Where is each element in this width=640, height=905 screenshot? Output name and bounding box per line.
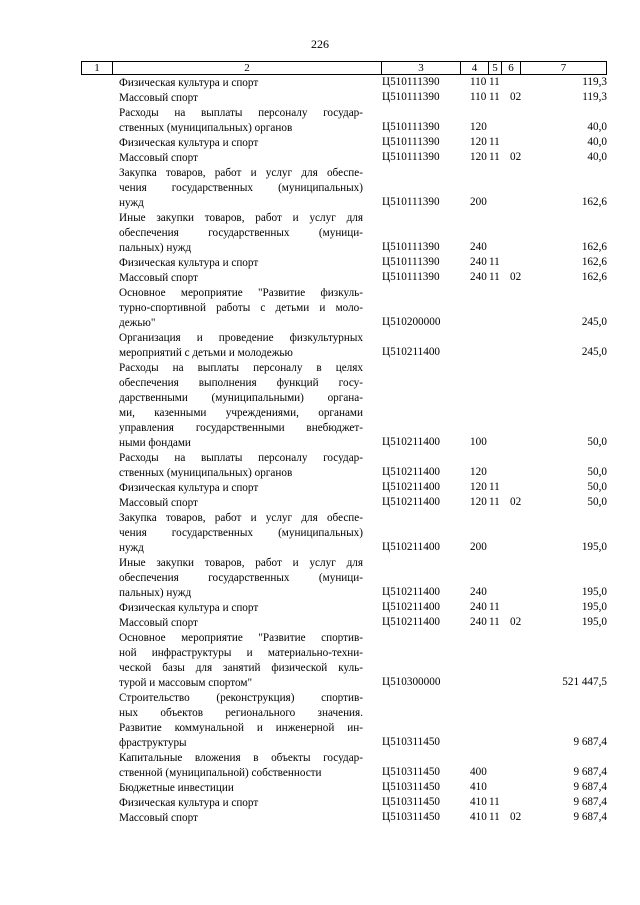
- row-description: [119, 256, 363, 271]
- description-line: Иные закупки товаров, работ и услуг для: [119, 212, 363, 224]
- description-line: обеспечения государственных (муници-: [119, 227, 363, 239]
- expense-type: 120: [470, 121, 487, 133]
- description-line: Расходы на выплаты персоналу государ-: [119, 107, 363, 119]
- row-description: [119, 556, 363, 601]
- amount: 9 687,4: [573, 781, 607, 793]
- table-row: [0, 556, 640, 601]
- section-code: 11: [489, 796, 500, 808]
- description-line: Расходы на выплаты персоналу государ-: [119, 452, 363, 464]
- table-row: [0, 151, 640, 166]
- subsection-code: 02: [510, 616, 522, 628]
- row-description: [119, 136, 363, 151]
- description-line: Закупка товаров, работ и услуг для обеспе-: [119, 167, 363, 179]
- row-description: [119, 631, 363, 691]
- description-line: Основное мероприятие "Развитие физкуль-: [119, 287, 363, 299]
- target-code: Ц510211400: [382, 346, 441, 358]
- amount: 40,0: [587, 121, 607, 133]
- table-row: [0, 256, 640, 271]
- description-line: нужд: [119, 197, 144, 209]
- table-row: [0, 796, 640, 811]
- expense-type: 100: [470, 436, 487, 448]
- description-line: турно-спортивной работы с детьми и моло-: [119, 302, 363, 314]
- description-line: Расходы на выплаты персоналу в целях: [119, 362, 363, 374]
- target-code: Ц510111390: [382, 256, 440, 268]
- column-header-1: 1: [82, 62, 113, 74]
- description-line: фраструктуры: [119, 737, 187, 749]
- description-line: Массовый спорт: [119, 272, 198, 284]
- section-code: 11: [489, 256, 500, 268]
- description-line: пальных) нужд: [119, 242, 192, 254]
- amount: 50,0: [587, 436, 607, 448]
- description-line: обеспечения выполнения функций госу-: [119, 377, 363, 389]
- table-body: [0, 76, 640, 826]
- description-line: ственных (муниципальных) органов: [119, 122, 293, 134]
- page-number: 226: [311, 37, 329, 51]
- amount: 195,0: [581, 601, 607, 613]
- target-code: Ц510211400: [382, 496, 441, 508]
- target-code: Ц510211400: [382, 586, 441, 598]
- expense-type: 120: [470, 481, 487, 493]
- amount: 9 687,4: [573, 766, 607, 778]
- expense-type: 240: [470, 256, 487, 268]
- row-description: [119, 451, 363, 481]
- amount: 119,3: [582, 76, 607, 88]
- description-line: ческой базы для занятий физической куль-: [119, 662, 363, 674]
- target-code: Ц510311450: [382, 781, 441, 793]
- description-line: Развитие коммунальной и инженерной ин-: [119, 722, 363, 734]
- target-code: Ц510211400: [382, 601, 441, 613]
- amount: 9 687,4: [573, 811, 607, 823]
- description-line: чения государственных (муниципальных): [119, 527, 363, 539]
- target-code: Ц510311450: [382, 766, 441, 778]
- description-line: Массовый спорт: [119, 812, 198, 824]
- amount: 245,0: [581, 346, 607, 358]
- amount: 521 447,5: [562, 676, 607, 688]
- section-code: 11: [489, 91, 500, 103]
- table-row: [0, 166, 640, 211]
- table-row: [0, 631, 640, 691]
- amount: 195,0: [581, 541, 607, 553]
- amount: 162,6: [581, 271, 607, 283]
- description-line: обеспечения государственных (муници-: [119, 572, 363, 584]
- amount: 40,0: [587, 136, 607, 148]
- description-line: Массовый спорт: [119, 152, 198, 164]
- row-description: [119, 796, 363, 811]
- target-code: Ц510111390: [382, 121, 440, 133]
- target-code: Ц510111390: [382, 241, 440, 253]
- amount: 50,0: [587, 481, 607, 493]
- target-code: Ц510211400: [382, 616, 441, 628]
- table-row: [0, 76, 640, 91]
- description-line: Физическая культура и спорт: [119, 77, 259, 89]
- table-row: [0, 361, 640, 451]
- section-code: 11: [489, 151, 500, 163]
- target-code: Ц510111390: [382, 271, 440, 283]
- description-line: дежью": [119, 317, 156, 329]
- section-code: 11: [489, 811, 500, 823]
- row-description: [119, 106, 363, 136]
- target-code: Ц510211400: [382, 466, 441, 478]
- section-code: 11: [489, 271, 500, 283]
- expense-type: 110: [470, 76, 487, 88]
- description-line: Капитальные вложения в объекты государ-: [119, 752, 363, 764]
- column-header-4: 4: [461, 62, 489, 74]
- expense-type: 120: [470, 466, 487, 478]
- description-line: Организация и проведение физкультурных: [119, 332, 363, 344]
- row-description: [119, 811, 363, 826]
- column-header-7: 7: [521, 62, 607, 74]
- expense-type: 240: [470, 271, 487, 283]
- target-code: Ц510111390: [382, 76, 440, 88]
- row-description: [119, 331, 363, 361]
- description-line: ной инфраструктуры и материально-техни-: [119, 647, 363, 659]
- description-line: Физическая культура и спорт: [119, 482, 259, 494]
- amount: 245,0: [581, 316, 607, 328]
- expense-type: 240: [470, 616, 487, 628]
- target-code: Ц510200000: [382, 316, 441, 328]
- expense-type: 120: [470, 136, 487, 148]
- table-row: [0, 286, 640, 331]
- description-line: чения государственных (муниципальных): [119, 182, 363, 194]
- description-line: Массовый спорт: [119, 617, 198, 629]
- table-row: [0, 781, 640, 796]
- row-description: [119, 271, 363, 286]
- description-line: мероприятий с детьми и молодежью: [119, 347, 293, 359]
- expense-type: 200: [470, 196, 487, 208]
- expense-type: 120: [470, 151, 487, 163]
- table-row: [0, 91, 640, 106]
- row-description: [119, 151, 363, 166]
- description-line: ными фондами: [119, 437, 191, 449]
- amount: 40,0: [587, 151, 607, 163]
- row-description: [119, 361, 363, 451]
- description-line: Физическая культура и спорт: [119, 797, 259, 809]
- description-line: Физическая культура и спорт: [119, 257, 259, 269]
- amount: 50,0: [587, 466, 607, 478]
- expense-type: 240: [470, 241, 487, 253]
- section-code: 11: [489, 616, 500, 628]
- subsection-code: 02: [510, 151, 522, 163]
- row-description: [119, 616, 363, 631]
- target-code: Ц510111390: [382, 196, 440, 208]
- description-line: управления государственными внебюджет-: [119, 422, 363, 434]
- table-row: [0, 511, 640, 556]
- expense-type: 410: [470, 811, 487, 823]
- table-header: [81, 61, 607, 75]
- row-description: [119, 481, 363, 496]
- amount: 50,0: [587, 496, 607, 508]
- row-description: [119, 751, 363, 781]
- description-line: Закупка товаров, работ и услуг для обеспе-: [119, 512, 363, 524]
- expense-type: 410: [470, 796, 487, 808]
- section-code: 11: [489, 496, 500, 508]
- table-row: [0, 211, 640, 256]
- description-line: ственной (муниципальной) собственности: [119, 767, 322, 779]
- expense-type: 410: [470, 781, 487, 793]
- table-row: [0, 106, 640, 136]
- description-line: Физическая культура и спорт: [119, 602, 259, 614]
- row-description: [119, 496, 363, 511]
- amount: 162,6: [581, 196, 607, 208]
- description-line: Иные закупки товаров, работ и услуг для: [119, 557, 363, 569]
- table-row: [0, 271, 640, 286]
- table-row: [0, 691, 640, 751]
- description-line: Строительство (реконструкция) спортив-: [119, 692, 363, 704]
- table-row: [0, 451, 640, 481]
- table-row: [0, 136, 640, 151]
- amount: 9 687,4: [573, 796, 607, 808]
- target-code: Ц510311450: [382, 811, 441, 823]
- subsection-code: 02: [510, 496, 522, 508]
- target-code: Ц510111390: [382, 136, 440, 148]
- column-header-5: 5: [489, 62, 502, 74]
- expense-type: 110: [470, 91, 487, 103]
- column-header-2: 2: [113, 62, 382, 74]
- amount: 162,6: [581, 256, 607, 268]
- row-description: [119, 286, 363, 331]
- table-row: [0, 811, 640, 826]
- target-code: Ц510300000: [382, 676, 441, 688]
- description-line: дарственными (муниципальными) органа-: [119, 392, 363, 404]
- target-code: Ц510311450: [382, 796, 441, 808]
- description-line: пальных) нужд: [119, 587, 192, 599]
- section-code: 11: [489, 76, 500, 88]
- target-code: Ц510111390: [382, 91, 440, 103]
- amount: 9 687,4: [573, 736, 607, 748]
- table-row: [0, 331, 640, 361]
- subsection-code: 02: [510, 811, 522, 823]
- table-row: [0, 496, 640, 511]
- description-line: ми, казенными учреждениями, органами: [119, 407, 363, 419]
- amount: 195,0: [581, 616, 607, 628]
- amount: 162,6: [581, 241, 607, 253]
- amount: 119,3: [582, 91, 607, 103]
- expense-type: 240: [470, 601, 487, 613]
- row-description: [119, 166, 363, 211]
- table-row: [0, 751, 640, 781]
- section-code: 11: [489, 136, 500, 148]
- table-row: [0, 481, 640, 496]
- description-line: ных объектов регионального значения.: [119, 707, 363, 719]
- description-line: турой и массовым спортом": [119, 677, 253, 689]
- target-code: Ц510211400: [382, 541, 441, 553]
- column-header-6: 6: [502, 62, 521, 74]
- amount: 195,0: [581, 586, 607, 598]
- column-header-3: 3: [382, 62, 461, 74]
- description-line: ственных (муниципальных) органов: [119, 467, 293, 479]
- target-code: Ц510111390: [382, 151, 440, 163]
- row-description: [119, 211, 363, 256]
- target-code: Ц510211400: [382, 481, 441, 493]
- table-row: [0, 616, 640, 631]
- description-line: Массовый спорт: [119, 497, 198, 509]
- target-code: Ц510211400: [382, 436, 441, 448]
- description-line: Бюджетные инвестиции: [119, 782, 234, 794]
- section-code: 11: [489, 601, 500, 613]
- table-row: [0, 601, 640, 616]
- description-line: нужд: [119, 542, 144, 554]
- row-description: [119, 76, 363, 91]
- description-line: Основное мероприятие "Развитие спортив-: [119, 632, 363, 644]
- section-code: 11: [489, 481, 500, 493]
- row-description: [119, 691, 363, 751]
- expense-type: 400: [470, 766, 487, 778]
- description-line: Массовый спорт: [119, 92, 198, 104]
- row-description: [119, 601, 363, 616]
- description-line: Физическая культура и спорт: [119, 137, 259, 149]
- expense-type: 240: [470, 586, 487, 598]
- target-code: Ц510311450: [382, 736, 441, 748]
- expense-type: 120: [470, 496, 487, 508]
- row-description: [119, 91, 363, 106]
- expense-type: 200: [470, 541, 487, 553]
- row-description: [119, 511, 363, 556]
- row-description: [119, 781, 363, 796]
- subsection-code: 02: [510, 91, 522, 103]
- subsection-code: 02: [510, 271, 522, 283]
